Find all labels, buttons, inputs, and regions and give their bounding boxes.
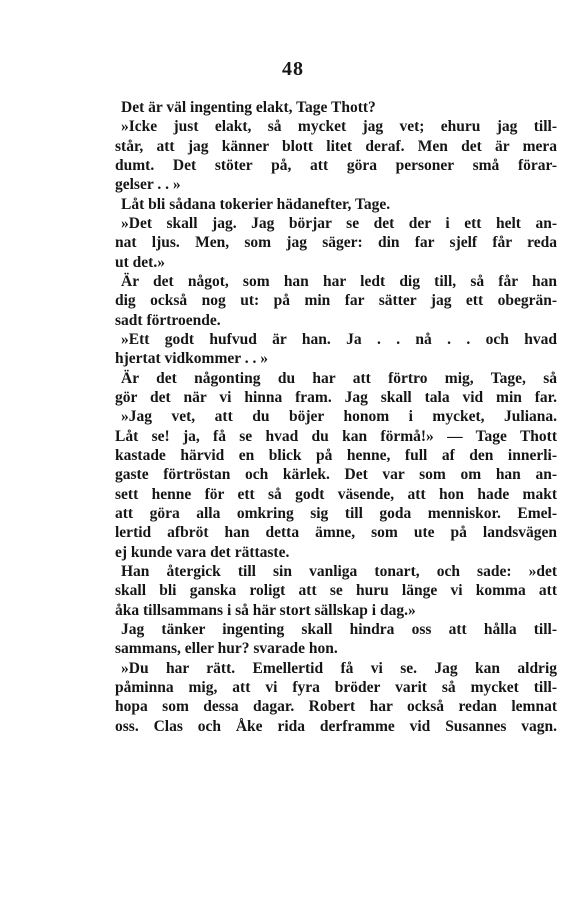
text-line: Låt bli sådana tokerier hädanefter, Tage. <box>121 195 391 213</box>
text-line: åka tillsammans i så här stort sällskap i dag.» <box>115 601 416 619</box>
text-line: påminna mig, att vi fyra bröder varit så mycket till- <box>115 678 557 696</box>
text-line: Låt se! ja, få se hvad du kan förmå!» — Tage Thott <box>115 427 557 445</box>
text-line: Är det något, som han har ledt dig till, så får han <box>121 272 557 290</box>
page-number: 48 <box>282 58 304 80</box>
text-line: hjertat vidkommer . . » <box>115 350 268 368</box>
text-line: dig också nog ut: på min far sätter jag ett obegrän- <box>115 292 557 310</box>
text-line: gör det när vi hinna fram. Jag skall tala vid min far. <box>115 388 557 406</box>
text-line: ut det.» <box>115 253 165 271</box>
text-line: oss. Clas och Åke rida derframme vid Susannes vagn. <box>115 717 557 735</box>
text-line: sammans, eller hur? svarade hon. <box>115 640 338 658</box>
text-line: Är det någonting du har att förtro mig, Tage, så <box>121 369 557 387</box>
text-line: lertid afbröt han detta ämne, som ute på landsvägen <box>115 524 557 542</box>
text-line: att göra alla omkring sig till goda menniskor. Emel- <box>115 504 557 522</box>
text-line: Jag tänker ingenting skall hindra oss att hålla till- <box>121 620 557 638</box>
text-line: sadt förtroende. <box>115 311 221 329</box>
body-text <box>115 98 557 736</box>
text-line: dumt. Det stöter på, att göra personer små förar- <box>115 156 557 174</box>
text-line: ej kunde vara det rättaste. <box>115 543 290 561</box>
text-line: »Jag vet, att du böjer honom i mycket, Juliana. <box>121 408 557 426</box>
text-line: hopa som dessa dagar. Robert har också redan lemnat <box>115 698 557 716</box>
text-line: »Du har rätt. Emellertid få vi se. Jag kan aldrig <box>121 659 557 677</box>
text-line: gelser . . » <box>115 176 181 194</box>
text-line: står, att jag känner blott litet deraf. Men det är mera <box>115 137 557 155</box>
text-line: sett henne för ett så godt väsende, att hon hade makt <box>115 485 557 503</box>
text-line: skall bli ganska roligt att se huru länge vi komma att <box>115 582 557 600</box>
text-line: nat ljus. Men, som jag säger: din far sjelf får reda <box>115 234 557 252</box>
text-line: Han återgick till sin vanliga tonart, och sade: »det <box>121 562 557 580</box>
text-line: »Icke just elakt, så mycket jag vet; ehuru jag till- <box>121 118 557 136</box>
text-line: kastade härvid en blick på henne, full af den innerli- <box>115 446 557 464</box>
text-line: gaste förtröstan och kärlek. Det var som om han an- <box>115 466 557 484</box>
text-line: »Ett godt hufvud är han. Ja . . nå . . och hvad <box>121 330 557 348</box>
text-line: Det är väl ingenting elakt, Tage Thott? <box>121 99 376 116</box>
text-line: »Det skall jag. Jag börjar se det der i ett helt an- <box>121 214 557 232</box>
